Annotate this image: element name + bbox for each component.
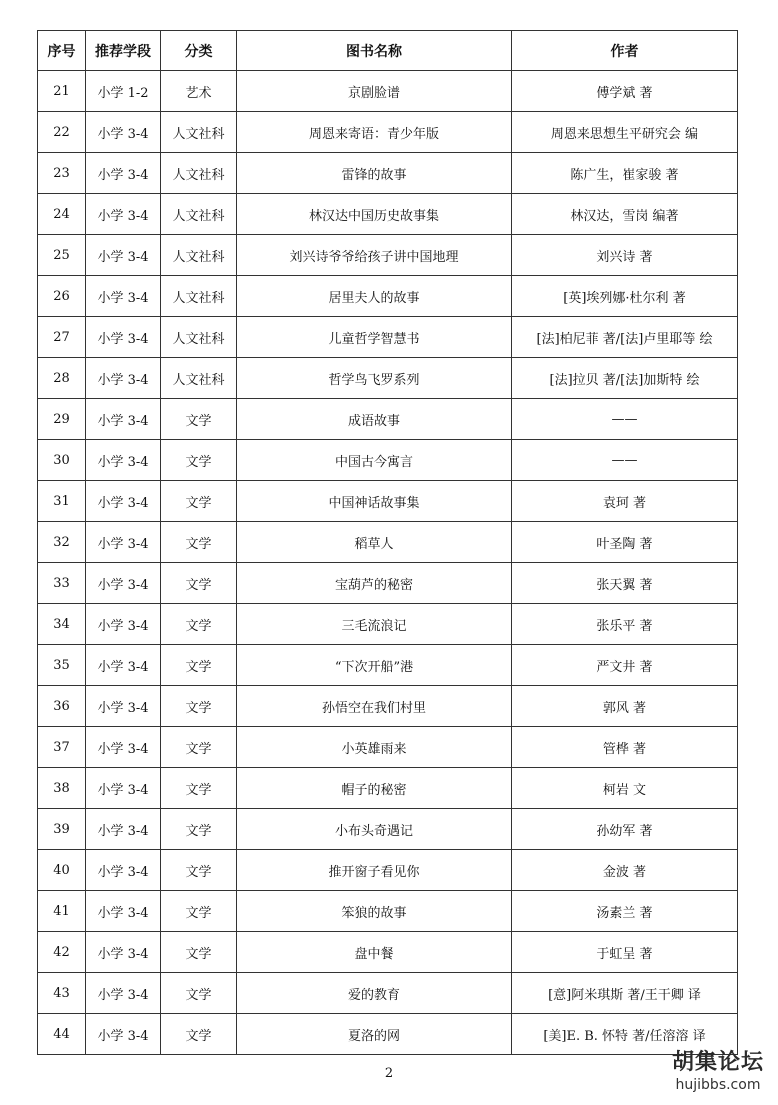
cell-category: 文学 — [161, 932, 237, 973]
table-body — [38, 71, 738, 1055]
table-row — [38, 604, 738, 645]
cell-index: 37 — [38, 727, 86, 768]
cell-title: 笨狼的故事 — [237, 891, 512, 932]
table-row — [38, 891, 738, 932]
header-index: 序号 — [38, 31, 86, 71]
cell-grade: 小学 3-4 — [86, 1014, 161, 1055]
cell-author: [法]拉贝 著/[法]加斯特 绘 — [512, 358, 738, 399]
cell-author: 严文井 著 — [512, 645, 738, 686]
cell-grade: 小学 3-4 — [86, 522, 161, 563]
table-row — [38, 932, 738, 973]
cell-grade: 小学 3-4 — [86, 112, 161, 153]
cell-author: 张乐平 著 — [512, 604, 738, 645]
cell-title: 中国神话故事集 — [237, 481, 512, 522]
cell-grade: 小学 3-4 — [86, 481, 161, 522]
table-row — [38, 112, 738, 153]
table-row — [38, 973, 738, 1014]
cell-index: 30 — [38, 440, 86, 481]
cell-author: 金波 著 — [512, 850, 738, 891]
cell-category: 人文社科 — [161, 112, 237, 153]
table-header-row — [38, 31, 738, 71]
cell-title: 儿童哲学智慧书 — [237, 317, 512, 358]
cell-index: 38 — [38, 768, 86, 809]
cell-author: 袁珂 著 — [512, 481, 738, 522]
cell-grade: 小学 3-4 — [86, 973, 161, 1014]
cell-grade: 小学 3-4 — [86, 768, 161, 809]
cell-grade: 小学 3-4 — [86, 891, 161, 932]
cell-author: 刘兴诗 著 — [512, 235, 738, 276]
cell-grade: 小学 3-4 — [86, 317, 161, 358]
table-row — [38, 850, 738, 891]
cell-category: 文学 — [161, 973, 237, 1014]
cell-index: 28 — [38, 358, 86, 399]
cell-author: [英]埃列娜·杜尔利 著 — [512, 276, 738, 317]
table-row — [38, 645, 738, 686]
cell-index: 24 — [38, 194, 86, 235]
cell-grade: 小学 3-4 — [86, 850, 161, 891]
cell-author: —— — [512, 440, 738, 481]
cell-category: 文学 — [161, 686, 237, 727]
cell-title: 稻草人 — [237, 522, 512, 563]
cell-author: 林汉达，雪岗 编著 — [512, 194, 738, 235]
cell-author: 郭风 著 — [512, 686, 738, 727]
cell-index: 43 — [38, 973, 86, 1014]
cell-category: 人文社科 — [161, 317, 237, 358]
cell-title: 孙悟空在我们村里 — [237, 686, 512, 727]
cell-grade: 小学 3-4 — [86, 604, 161, 645]
cell-grade: 小学 3-4 — [86, 727, 161, 768]
table-row — [38, 235, 738, 276]
watermark-url: hujibbs.com — [675, 1077, 761, 1093]
cell-index: 33 — [38, 563, 86, 604]
cell-index: 22 — [38, 112, 86, 153]
table-row — [38, 563, 738, 604]
cell-category: 文学 — [161, 850, 237, 891]
cell-author: 傅学斌 著 — [512, 71, 738, 112]
cell-category: 人文社科 — [161, 194, 237, 235]
cell-author: 管桦 著 — [512, 727, 738, 768]
table-row — [38, 686, 738, 727]
cell-category: 文学 — [161, 645, 237, 686]
cell-index: 34 — [38, 604, 86, 645]
cell-category: 文学 — [161, 563, 237, 604]
cell-grade: 小学 3-4 — [86, 399, 161, 440]
cell-index: 21 — [38, 71, 86, 112]
cell-author: [意]阿米琪斯 著/王干卿 译 — [512, 973, 738, 1014]
cell-index: 41 — [38, 891, 86, 932]
cell-title: “下次开船”港 — [237, 645, 512, 686]
table-row — [38, 194, 738, 235]
cell-title: 京剧脸谱 — [237, 71, 512, 112]
cell-title: 成语故事 — [237, 399, 512, 440]
cell-category: 人文社科 — [161, 358, 237, 399]
table-row — [38, 276, 738, 317]
table-row — [38, 440, 738, 481]
table-row — [38, 1014, 738, 1055]
cell-index: 39 — [38, 809, 86, 850]
cell-title: 小英雄雨来 — [237, 727, 512, 768]
cell-index: 23 — [38, 153, 86, 194]
header-category: 分类 — [161, 31, 237, 71]
cell-category: 文学 — [161, 399, 237, 440]
cell-category: 文学 — [161, 604, 237, 645]
cell-title: 哲学鸟飞罗系列 — [237, 358, 512, 399]
cell-author: 孙幼军 著 — [512, 809, 738, 850]
cell-grade: 小学 3-4 — [86, 358, 161, 399]
table-row — [38, 399, 738, 440]
table-row — [38, 153, 738, 194]
cell-index: 42 — [38, 932, 86, 973]
table-row — [38, 71, 738, 112]
cell-author: 柯岩 文 — [512, 768, 738, 809]
cell-title: 宝葫芦的秘密 — [237, 563, 512, 604]
cell-title: 推开窗子看见你 — [237, 850, 512, 891]
cell-category: 艺术 — [161, 71, 237, 112]
cell-title: 周恩来寄语：青少年版 — [237, 112, 512, 153]
cell-author: —— — [512, 399, 738, 440]
watermark-title: 胡集论坛 — [671, 1050, 764, 1075]
cell-category: 文学 — [161, 727, 237, 768]
header-title: 图书名称 — [237, 31, 512, 71]
table-row — [38, 768, 738, 809]
cell-index: 36 — [38, 686, 86, 727]
cell-author: 于虹呈 著 — [512, 932, 738, 973]
cell-title: 帽子的秘密 — [237, 768, 512, 809]
book-list-table — [37, 30, 738, 1055]
cell-title: 林汉达中国历史故事集 — [237, 194, 512, 235]
cell-grade: 小学 3-4 — [86, 235, 161, 276]
cell-author: 汤素兰 著 — [512, 891, 738, 932]
cell-title: 盘中餐 — [237, 932, 512, 973]
watermark — [672, 1050, 764, 1094]
table-row — [38, 522, 738, 563]
cell-grade: 小学 3-4 — [86, 276, 161, 317]
cell-grade: 小学 3-4 — [86, 686, 161, 727]
cell-category: 文学 — [161, 1014, 237, 1055]
cell-category: 文学 — [161, 522, 237, 563]
table-row — [38, 358, 738, 399]
cell-author: 周恩来思想生平研究会 编 — [512, 112, 738, 153]
cell-author: [美]E. B. 怀特 著/任溶溶 译 — [512, 1014, 738, 1055]
cell-author: 陈广生，崔家骏 著 — [512, 153, 738, 194]
cell-category: 文学 — [161, 768, 237, 809]
cell-category: 人文社科 — [161, 235, 237, 276]
cell-author: [法]柏尼菲 著/[法]卢里耶等 绘 — [512, 317, 738, 358]
cell-title: 中国古今寓言 — [237, 440, 512, 481]
cell-grade: 小学 1-2 — [86, 71, 161, 112]
cell-category: 文学 — [161, 891, 237, 932]
table-row — [38, 481, 738, 522]
cell-author: 叶圣陶 著 — [512, 522, 738, 563]
cell-title: 三毛流浪记 — [237, 604, 512, 645]
cell-index: 26 — [38, 276, 86, 317]
page-number: 2 — [384, 1066, 394, 1081]
cell-category: 文学 — [161, 481, 237, 522]
table-row — [38, 727, 738, 768]
cell-title: 爱的教育 — [237, 973, 512, 1014]
cell-index: 35 — [38, 645, 86, 686]
cell-grade: 小学 3-4 — [86, 563, 161, 604]
cell-grade: 小学 3-4 — [86, 932, 161, 973]
cell-index: 27 — [38, 317, 86, 358]
table-row — [38, 809, 738, 850]
cell-index: 40 — [38, 850, 86, 891]
cell-grade: 小学 3-4 — [86, 645, 161, 686]
cell-grade: 小学 3-4 — [86, 153, 161, 194]
header-grade: 推荐学段 — [86, 31, 161, 71]
cell-category: 文学 — [161, 440, 237, 481]
cell-index: 32 — [38, 522, 86, 563]
cell-grade: 小学 3-4 — [86, 809, 161, 850]
cell-category: 文学 — [161, 809, 237, 850]
cell-grade: 小学 3-4 — [86, 194, 161, 235]
cell-index: 25 — [38, 235, 86, 276]
cell-category: 人文社科 — [161, 276, 237, 317]
cell-title: 夏洛的网 — [237, 1014, 512, 1055]
cell-index: 44 — [38, 1014, 86, 1055]
table-row — [38, 317, 738, 358]
cell-category: 人文社科 — [161, 153, 237, 194]
cell-index: 31 — [38, 481, 86, 522]
cell-author: 张天翼 著 — [512, 563, 738, 604]
cell-title: 居里夫人的故事 — [237, 276, 512, 317]
cell-title: 雷锋的故事 — [237, 153, 512, 194]
cell-title: 刘兴诗爷爷给孩子讲中国地理 — [237, 235, 512, 276]
cell-grade: 小学 3-4 — [86, 440, 161, 481]
cell-index: 29 — [38, 399, 86, 440]
cell-title: 小布头奇遇记 — [237, 809, 512, 850]
header-author: 作者 — [512, 31, 738, 71]
